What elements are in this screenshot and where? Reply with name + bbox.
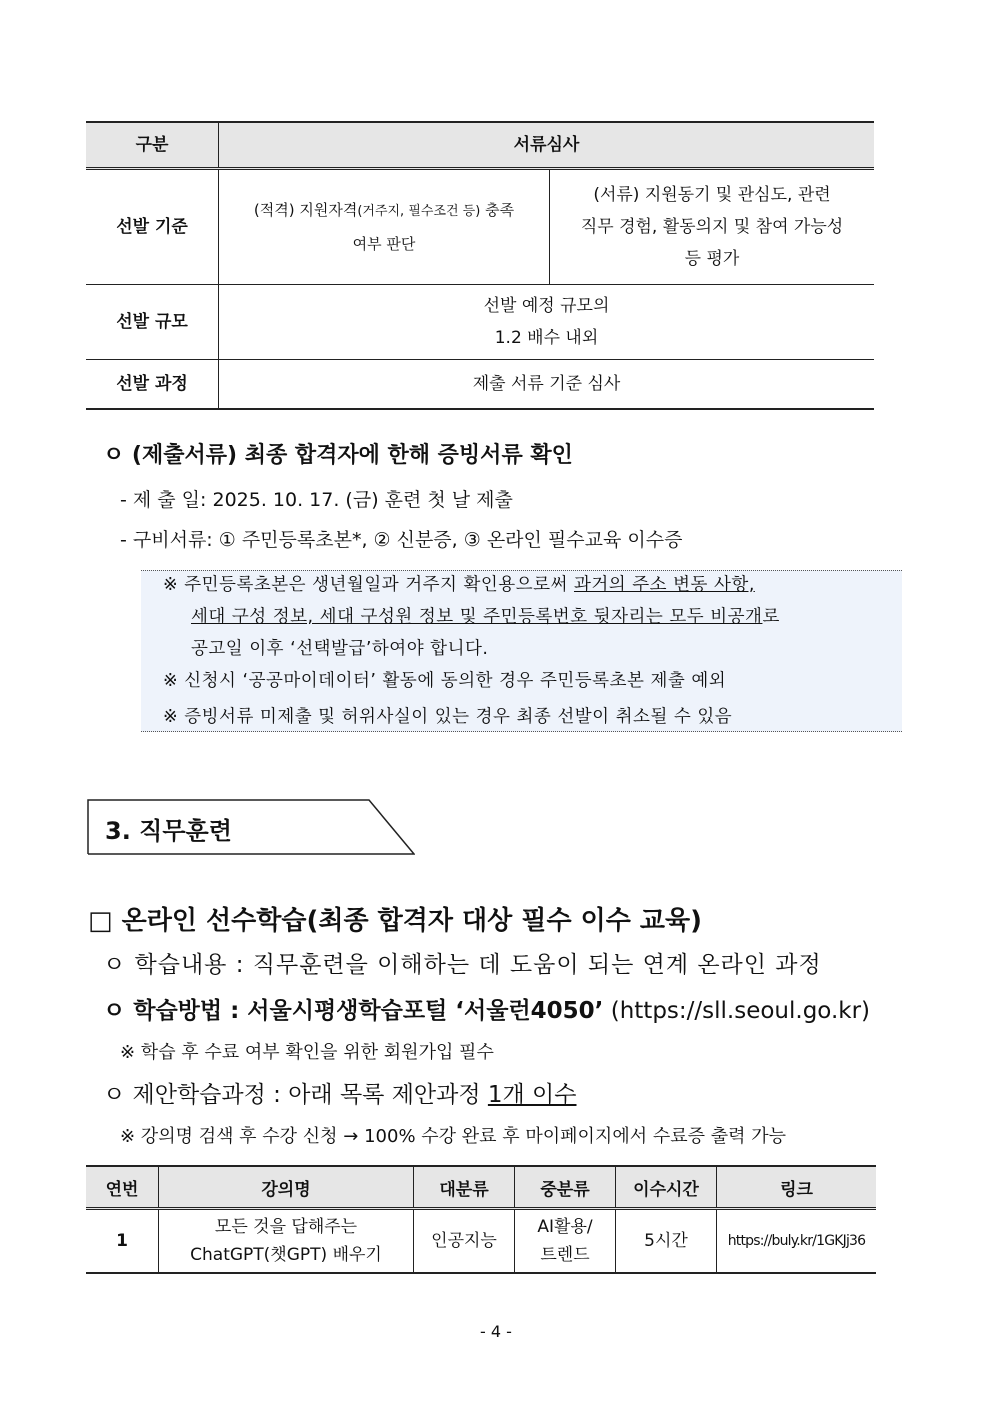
suggested-course-underlined: 1개 이수: [487, 1082, 577, 1108]
scale-value: [219, 285, 875, 360]
course-title-line2: ChatGPT(챗GPT) 배우기: [190, 1245, 382, 1265]
table-row: [86, 1209, 876, 1274]
criteria-eligibility-text: (적격) 지원자격: [253, 201, 358, 219]
submission-date: - 제 출 일: 2025. 10. 17. (금) 훈련 첫 날 제출: [120, 489, 513, 511]
course-major: 인공지능: [414, 1209, 515, 1274]
col-course-name: 강의명: [159, 1166, 414, 1209]
notice-resident-record-line2: [191, 603, 780, 628]
course-table: [86, 1165, 876, 1274]
notice-underlined: 과거의 주소 변동 사항,: [573, 575, 755, 595]
criteria-eligibility-text2: 충족: [485, 201, 515, 219]
notice-cancellation: ※ 증빙서류 미제출 및 허위사실이 있는 경우 최종 선발이 취소될 수 있음: [163, 707, 733, 727]
membership-note: ※ 학습 후 수료 여부 확인을 위한 회원가입 필수: [120, 1042, 494, 1063]
col-major-category: 대분류: [414, 1166, 515, 1209]
section-header: [87, 799, 415, 855]
process-value: 제출 서류 기준 심사: [219, 360, 875, 410]
selection-table: [86, 121, 874, 410]
criteria-eligibility: [219, 169, 550, 285]
course-hours: 5시간: [616, 1209, 717, 1274]
process-label: 선발 과정: [86, 360, 219, 410]
scale-line1: 선발 예정 규모의: [483, 296, 610, 316]
table-row: [86, 360, 874, 410]
suggested-course: [103, 1076, 577, 1109]
criteria-document-line1: (서류) 지원동기 및 관심도, 관련: [593, 185, 831, 205]
col-hours: 이수시간: [616, 1166, 717, 1209]
notice-text: ※ 주민등록초본은 생년월일과 거주지 확인용으로써: [163, 575, 574, 595]
criteria-label: 선발 기준: [86, 169, 219, 285]
col-number: 연번: [86, 1166, 159, 1209]
notice-resident-record-line3: 공고일 이후 ‘선택발급’하여야 합니다.: [191, 639, 489, 659]
required-documents: - 구비서류: ① 주민등록초본*, ② 신분증, ③ 온라인 필수교육 이수증: [120, 529, 683, 551]
notice-mydata-exception: ※ 신청시 ‘공공마이데이터’ 활동에 동의한 경우 주민등록초본 제출 예외: [163, 671, 727, 691]
criteria-document: [550, 169, 875, 285]
course-number: 1: [86, 1209, 159, 1274]
col-minor-category: 중분류: [515, 1166, 616, 1209]
learning-method-label: ㅇ 학습방법 : 서울시평생학습포털 ‘서울런4050’: [103, 998, 604, 1024]
course-table-header: [86, 1166, 876, 1209]
section-title: 3. 직무훈련: [105, 817, 232, 845]
criteria-eligibility-line2: 여부 판단: [352, 235, 416, 253]
notice-resident-record: [163, 571, 755, 596]
notice-box: [141, 570, 902, 732]
online-heading: □ 온라인 선수학습(최종 합격자 대상 필수 이수 교육): [88, 906, 703, 936]
scale-label: 선발 규모: [86, 285, 219, 360]
notice-text: 로: [762, 607, 780, 627]
table-header-row: [86, 122, 874, 169]
header-category: 구분: [86, 122, 219, 169]
suggested-course-text: ㅇ 제안학습과정 : 아래 목록 제안과정: [103, 1082, 488, 1108]
course-title-line1: 모든 것을 답해주는: [214, 1217, 358, 1237]
notice-underlined: 세대 구성 정보, 세대 구성원 정보 및 주민등록번호 뒷자리는 모두 비공개: [191, 607, 763, 627]
page-number: - 4 -: [480, 1322, 512, 1341]
header-document-review: 서류심사: [219, 122, 875, 169]
course-title: [159, 1209, 414, 1274]
course-minor-line1: AI활용/: [537, 1217, 593, 1237]
course-minor-line2: 트렌드: [540, 1245, 590, 1265]
criteria-document-line3: 등 평가: [684, 249, 740, 269]
table-row: [86, 285, 874, 360]
learning-method: [103, 992, 870, 1025]
col-link: 링크: [717, 1166, 877, 1209]
criteria-document-line2: 직무 경험, 활동의지 및 참여 가능성: [580, 217, 844, 237]
course-link[interactable]: https://buly.kr/1GKJj36: [717, 1209, 877, 1274]
table-row: [86, 169, 874, 285]
learning-content: ㅇ 학습내용 : 직무훈련을 이해하는 데 도움이 되는 연계 온라인 과정: [103, 952, 822, 978]
certificate-note: ※ 강의명 검색 후 수강 신청 → 100% 수강 완료 후 마이페이지에서 수료증 출력 가능: [120, 1126, 786, 1147]
learning-portal-url: (https://sll.seoul.go.kr): [603, 998, 871, 1024]
criteria-eligibility-small: (거주지, 필수조건 등): [357, 204, 481, 219]
course-minor: [515, 1209, 616, 1274]
documents-heading: ㅇ (제출서류) 최종 합격자에 한해 증빙서류 확인: [103, 443, 573, 468]
scale-line2: 1.2 배수 내외: [494, 328, 599, 348]
